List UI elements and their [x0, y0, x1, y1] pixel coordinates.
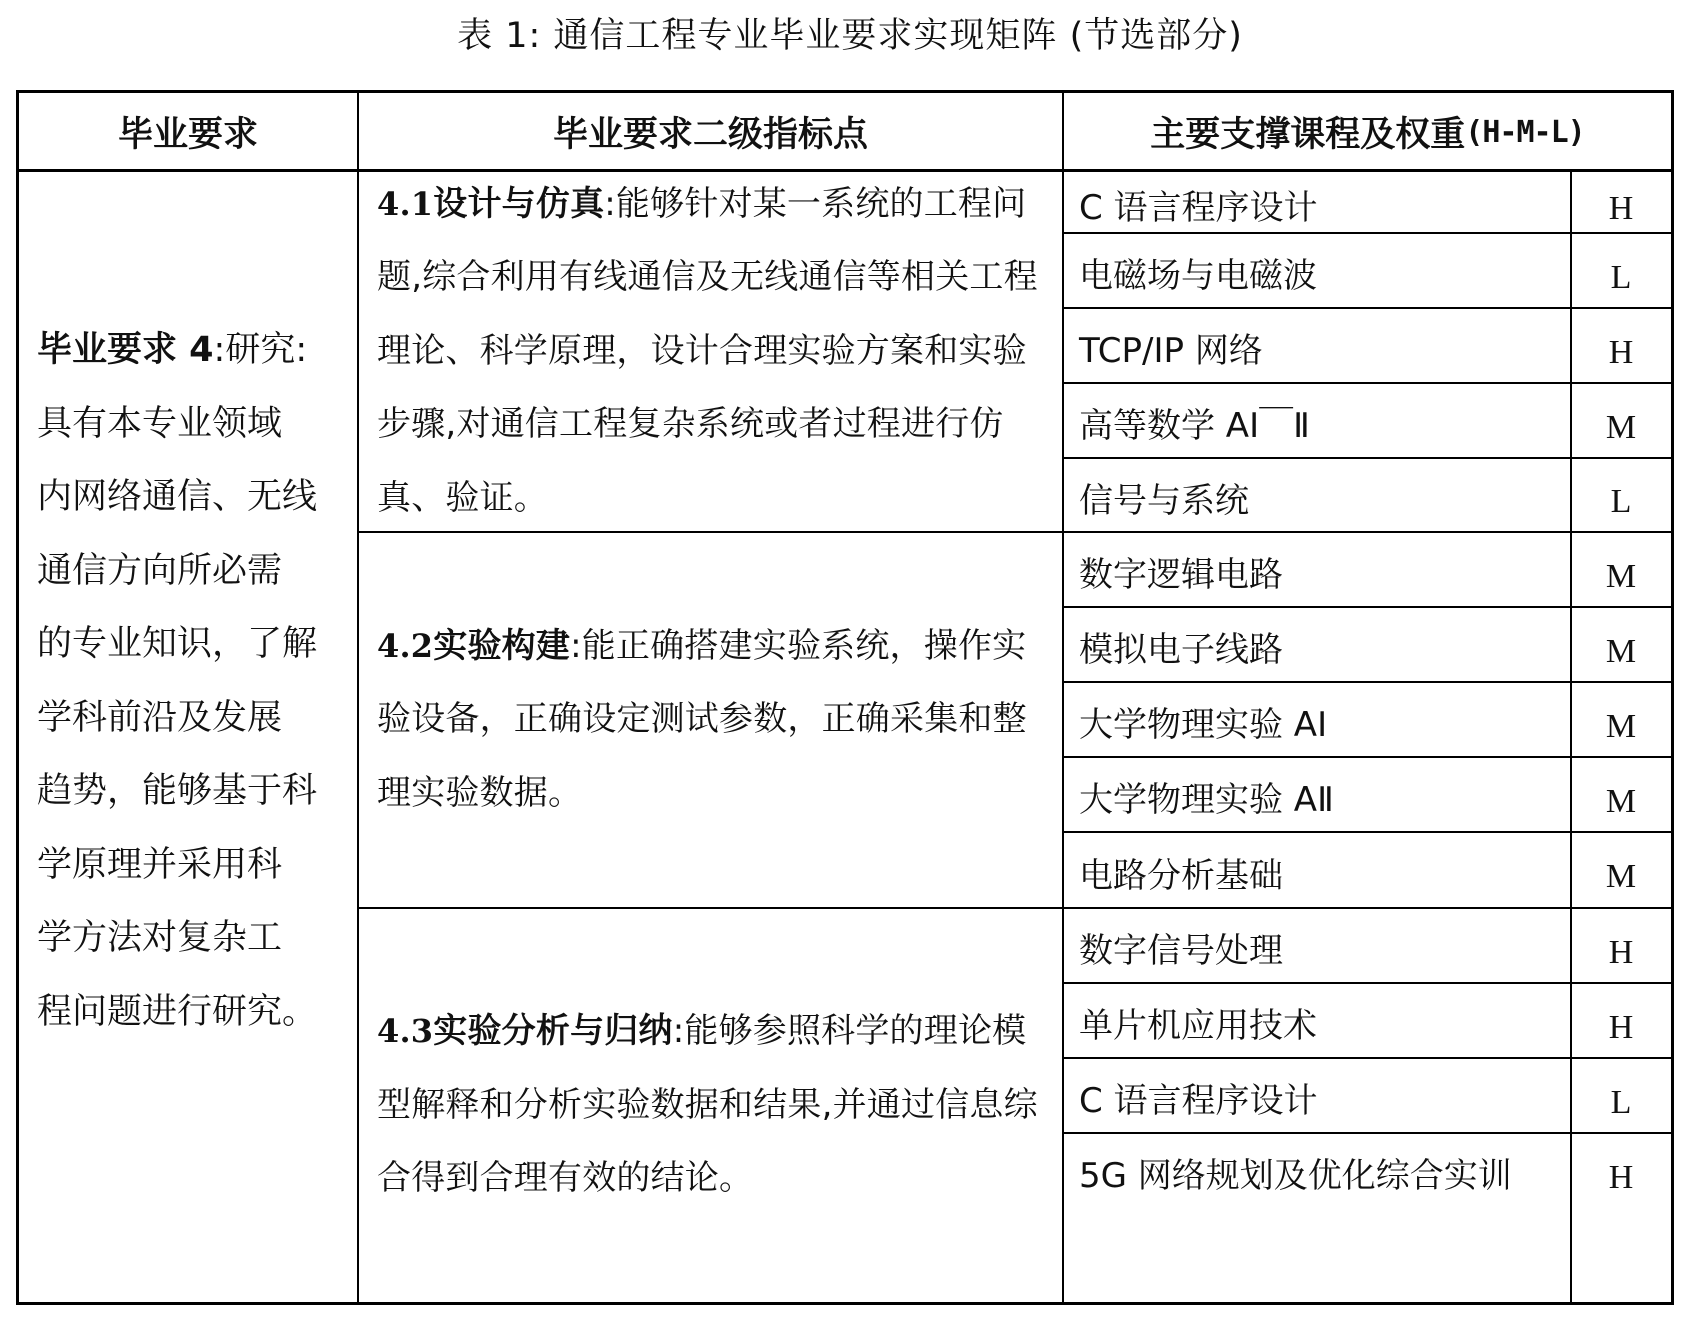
course-name: C 语言程序设计 — [1079, 1081, 1318, 1121]
course-weight: M — [1605, 782, 1637, 820]
table-caption: 表 1: 通信工程专业毕业要求实现矩阵 (节选部分) — [457, 16, 1243, 56]
indicator-title: 实验分析与归纳 — [433, 1011, 673, 1052]
indicator-number: 4.1 — [377, 184, 434, 223]
course-row — [1063, 683, 1672, 756]
course-name: 电磁场与电磁波 — [1079, 256, 1317, 296]
indicator-title: 实验构建 — [433, 625, 571, 666]
header-indicator — [359, 93, 1062, 171]
indicator-number: 4.3 — [377, 1012, 434, 1051]
course-row — [1063, 833, 1672, 907]
requirement-line: 趋势，能够基于科 — [37, 771, 318, 811]
requirement-cell — [19, 171, 357, 1302]
indicator-description: :能够参照科学的理论模型解释和分析实验数据和结果,并通过信息综合得到合理有效的结论。 — [377, 1011, 1038, 1199]
header-requirement-label: 毕业要求 — [117, 115, 258, 155]
indicator-description: :能够针对某一系统的工程问题,综合利用有线通信及无线通信等相关工程理论、科学原理，设计合理实验方案和实验步骤,对通信工程复杂系统或者过程进行仿真、验证。 — [377, 183, 1038, 518]
course-weight: L — [1610, 258, 1632, 296]
requirement-line: 程问题进行研究。 — [37, 991, 318, 1032]
header-courses — [1064, 93, 1671, 171]
course-name: 大学物理实验 AⅡ — [1079, 780, 1334, 820]
course-name: 数字信号处理 — [1079, 931, 1283, 971]
indicator-text — [377, 995, 1050, 1216]
course-row — [1063, 758, 1672, 831]
requirements-matrix-table — [16, 90, 1674, 1305]
column-divider — [357, 93, 359, 1302]
course-row — [1063, 1059, 1672, 1132]
course-name: 高等数学 AⅠ￣Ⅱ — [1079, 406, 1310, 446]
header-indicator-label: 毕业要求二级指标点 — [552, 115, 868, 155]
course-weight: H — [1608, 933, 1634, 971]
requirement-line: 通信方向所必需 — [37, 550, 283, 591]
header-weight-scale: (H-M-L) — [1465, 114, 1585, 150]
course-name: 大学物理实验 AⅠ — [1079, 705, 1328, 745]
header-courses-label: 主要支撑课程及权重 — [1150, 115, 1466, 155]
course-weight: M — [1605, 632, 1637, 670]
requirement-title: 毕业要求 4 — [37, 330, 214, 370]
course-weight: H — [1608, 190, 1634, 227]
requirement-text — [37, 314, 317, 1049]
requirement-line: 的专业知识，了解 — [37, 624, 318, 664]
course-row — [1063, 608, 1672, 681]
course-name: C 语言程序设计 — [1079, 187, 1318, 228]
indicator-text — [377, 610, 1050, 831]
indicator-number: 4.2 — [377, 626, 434, 665]
course-name: 信号与系统 — [1079, 480, 1249, 521]
course-row — [1063, 1134, 1672, 1302]
course-weight: H — [1608, 1158, 1634, 1196]
header-requirement — [19, 93, 357, 171]
course-row — [1063, 984, 1672, 1057]
requirement-line: 学方法对复杂工 — [37, 918, 283, 958]
indicator-description: :能正确搭建实验系统，操作实验设备，正确设定测试参数，正确采集和整理实验数据。 — [377, 625, 1027, 813]
requirement-line: 具有本专业领域 — [37, 403, 283, 444]
indicator-text — [377, 168, 1050, 536]
course-weight: H — [1608, 333, 1634, 371]
course-row — [1063, 172, 1672, 232]
course-weight: M — [1605, 408, 1637, 446]
course-row — [1063, 459, 1672, 531]
course-weight: M — [1605, 858, 1637, 895]
course-row — [1063, 309, 1672, 382]
course-row — [1063, 909, 1672, 982]
course-weight: H — [1608, 1008, 1634, 1046]
course-weight: L — [1610, 1083, 1632, 1121]
indicator-title: 设计与仿真 — [433, 183, 605, 224]
indicator-cell-4-2 — [360, 533, 1064, 907]
course-weight: M — [1605, 557, 1637, 595]
requirement-line: 学原理并采用科 — [37, 844, 283, 885]
indicator-cell-4-3 — [360, 909, 1064, 1302]
indicator-cell-4-1 — [360, 172, 1064, 531]
course-row — [1063, 533, 1672, 606]
course-name: TCP/IP 网络 — [1079, 331, 1263, 371]
course-name: 单片机应用技术 — [1079, 1006, 1317, 1046]
course-row — [1063, 384, 1672, 457]
course-name: 数字逻辑电路 — [1079, 555, 1283, 595]
course-weight: M — [1605, 707, 1637, 745]
course-name: 电路分析基础 — [1079, 855, 1283, 896]
requirement-line: 学科前沿及发展 — [37, 697, 283, 738]
course-weight: L — [1610, 483, 1632, 520]
course-name: 5G 网络规划及优化综合实训 — [1079, 1156, 1512, 1196]
course-row — [1063, 234, 1672, 307]
course-name: 模拟电子线路 — [1079, 630, 1283, 670]
requirement-line: 内网络通信、无线 — [37, 477, 318, 517]
requirement-line: :研究: — [213, 330, 308, 370]
